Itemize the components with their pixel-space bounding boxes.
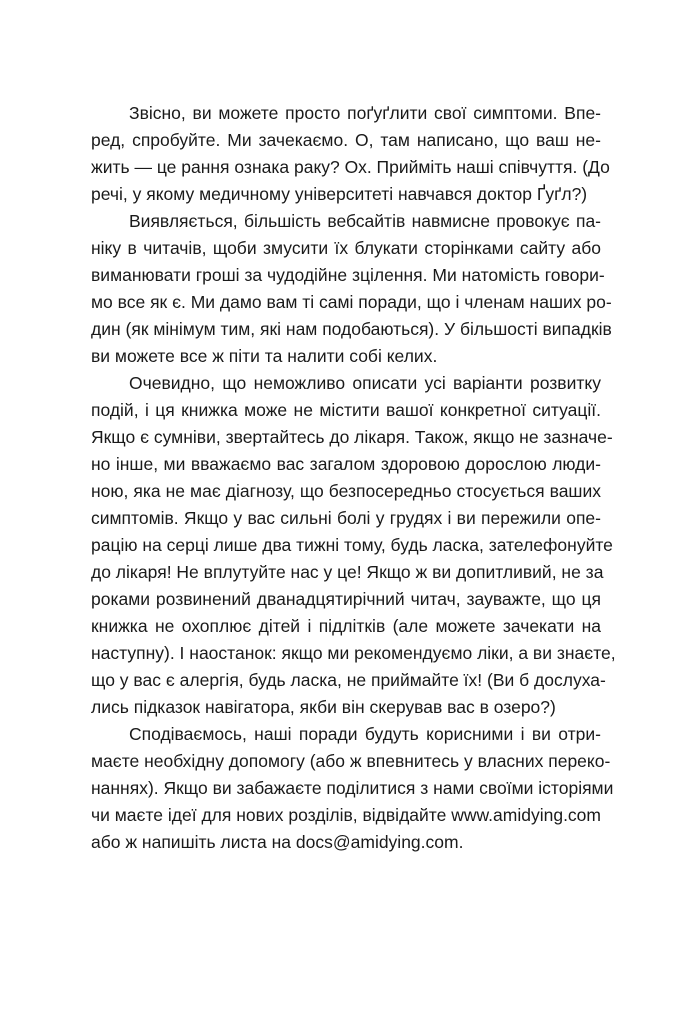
text-line: ніку в читачів, щоби змусити їх блукати сторінками сайту або <box>91 238 601 258</box>
text-line: Якщо є сумніви, звертайтесь до лікаря. Також, якщо не зазначе- <box>91 427 613 447</box>
text-line: жить — це рання ознака раку? Ох. Прийміть наші співчуття. (До <box>91 157 610 177</box>
text-line: виманювати гроші за чудодійне зцілення. Ми натомість говори- <box>91 265 605 285</box>
text-line: книжка не охоплює дітей і підлітків (але можете зачекати на <box>91 616 601 636</box>
text-line: Звісно, ви можете просто поґуґлити свої симптоми. Впе- <box>129 103 601 123</box>
text-line: що у вас є алергія, будь ласка, не приймайте їх! (Ви б дослуха- <box>91 670 606 690</box>
text-line: ви можете все ж піти та налити собі келих. <box>91 346 438 366</box>
text-line: маєте необхідну допомогу (або ж впевнитесь у власних переко- <box>91 751 611 771</box>
text-line: Очевидно, що неможливо описати усі варіанти розвитку <box>129 373 601 393</box>
text-line: наннях). Якщо ви забажаєте поділитися з нами своїми історіями <box>91 778 614 798</box>
text-line: або ж напишіть листа на docs@amidying.com. <box>91 832 464 852</box>
text-line: дин (як мінімум тим, які нам подобаються). У більшості випадків <box>91 319 612 339</box>
text-line: лись підказок навігатора, якби він скерував вас в озеро?) <box>91 697 556 717</box>
text-line: ною, яка не має діагнозу, що безпосередньо стосується ваших <box>91 481 601 501</box>
text-line: роками розвинений дванадцятирічний читач, зауважте, що ця <box>91 589 601 609</box>
text-line: речі, у якому медичному університеті навчався доктор Ґуґл?) <box>91 184 588 204</box>
text-line: мо все як є. Ми дамо вам ті самі поради, що і членам наших ро- <box>91 292 612 312</box>
text-line: рацію на серці лише два тижні тому, будь ласка, зателефонуйте <box>91 535 613 555</box>
text-line: Виявляється, більшість вебсайтів навмисне провокує па- <box>129 211 601 231</box>
text-line: подій, і ця книжка може не містити вашої конкретної ситуації. <box>91 400 601 420</box>
text-line: до лікаря! Не вплутуйте нас у це! Якщо ж ви допитливий, не за <box>91 562 604 582</box>
text-line: ред, спробуйте. Ми зачекаємо. О, там написано, що ваш не- <box>91 130 601 150</box>
text-line: Сподіваємось, наші поради будуть корисними і ви отри- <box>129 724 601 744</box>
text-line: чи маєте ідеї для нових розділів, відвідайте www.amidying.com <box>91 805 601 825</box>
text-line: наступну). І наостанок: якщо ми рекомендуємо ліки, а ви знаєте, <box>91 643 616 663</box>
body-text <box>91 100 616 856</box>
text-line: но інше, ми вважаємо вас загалом здоровою дорослою люди- <box>91 454 601 474</box>
text-line: симптомів. Якщо у вас сильні болі у грудях і ви пережили опе- <box>91 508 601 528</box>
